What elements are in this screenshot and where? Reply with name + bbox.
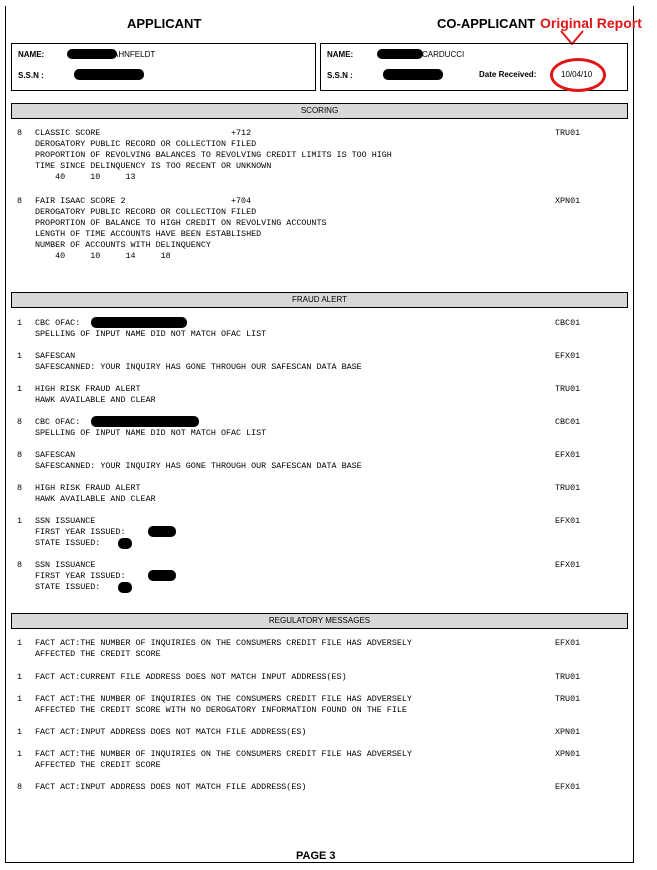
fraud-entry-number: 1: [17, 351, 23, 361]
coapplicant-heading: CO-APPLICANT: [437, 16, 536, 31]
fraud-entry-text: [35, 483, 156, 505]
fraud-entry-number: 1: [17, 516, 23, 526]
regulatory-entry-text: [35, 782, 306, 793]
coapplicant-ssn-label: S.S.N :: [327, 71, 353, 80]
regulatory-entry-text: [35, 694, 412, 716]
coapplicant-name-redaction: [377, 49, 423, 59]
regulatory-source-code: TRU01: [555, 672, 581, 682]
regulatory-source-code: XPN01: [555, 749, 581, 759]
regulatory-entry-number: 1: [17, 638, 23, 648]
regulatory-entry-number: 1: [17, 672, 23, 682]
scoring-entry-number: 8: [17, 196, 23, 206]
applicant-name-redaction: [67, 49, 117, 59]
applicant-ssn-redaction: [74, 69, 144, 80]
entry-line: CBC OFAC:: [35, 318, 81, 328]
entry-line: SAFESCAN: [35, 450, 76, 460]
entry-line: FACT ACT:CURRENT FILE ADDRESS DOES NOT MATCH INPUT ADDRESS(ES): [35, 672, 347, 682]
fraud-entry-number: 1: [17, 318, 23, 328]
applicant-name-value: AHNFELDT: [113, 50, 156, 59]
ssn-state-redaction-2: [118, 582, 132, 593]
entry-line: SAFESCANNED: YOUR INQUIRY HAS GONE THROUGH OUR SAFESCAN DATA BASE: [35, 461, 362, 471]
regulatory-entry-number: 1: [17, 694, 23, 704]
entry-line: HIGH RISK FRAUD ALERT: [35, 483, 141, 493]
regulatory-source-code: EFX01: [555, 782, 581, 792]
fraud-entry-number: 1: [17, 384, 23, 394]
fraud-entry-number: 8: [17, 560, 23, 570]
scoring-entry-text: [35, 128, 392, 183]
date-received-label: Date Received:: [479, 70, 537, 79]
entry-line: 40 10 14 18: [35, 251, 171, 261]
coapplicant-name-label: NAME:: [327, 50, 354, 59]
entry-line: SSN ISSUANCE: [35, 560, 96, 570]
entry-line: PROPORTION OF BALANCE TO HIGH CREDIT ON REVOLVING ACCOUNTS: [35, 218, 327, 228]
coapplicant-name-value: CARDUCCI: [422, 50, 465, 59]
entry-line: SAFESCAN: [35, 351, 76, 361]
scoring-entry-text: [35, 196, 327, 262]
ssn-year-redaction-1: [148, 526, 176, 537]
ssn-state-redaction-1: [118, 538, 132, 549]
fraud-entry-text: [35, 384, 156, 406]
section-fraud-alert: FRAUD ALERT: [11, 292, 628, 308]
ssn-year-redaction-2: [148, 570, 176, 581]
regulatory-source-code: XPN01: [555, 727, 581, 737]
entry-line: FACT ACT:INPUT ADDRESS DOES NOT MATCH FILE ADDRESS(ES): [35, 782, 307, 792]
regulatory-entry-text: [35, 672, 347, 683]
date-highlight-circle: [550, 58, 606, 92]
fraud-entry-text: [35, 351, 362, 373]
fraud-source-code: TRU01: [555, 384, 581, 394]
applicant-heading: APPLICANT: [127, 16, 202, 31]
entry-line: CLASSIC SCORE +712: [35, 128, 252, 138]
fraud-entry-number: 8: [17, 483, 23, 493]
section-scoring: SCORING: [11, 103, 628, 119]
entry-line: HIGH RISK FRAUD ALERT: [35, 384, 141, 394]
entry-line: SPELLING OF INPUT NAME DID NOT MATCH OFAC LIST: [35, 329, 267, 339]
original-report-annotation: Original Report: [540, 15, 642, 31]
regulatory-entry-text: [35, 749, 412, 771]
entry-line: 40 10 13: [35, 172, 136, 182]
applicant-box: [11, 43, 316, 91]
fraud-entry-text: [35, 450, 362, 472]
entry-line: CBC OFAC:: [35, 417, 81, 427]
entry-line: AFFECTED THE CREDIT SCORE WITH NO DEROGATORY INFORMATION FOUND ON THE FILE: [35, 705, 407, 715]
ofac-name-redaction-2: [91, 416, 199, 427]
entry-line: FACT ACT:INPUT ADDRESS DOES NOT MATCH FILE ADDRESS(ES): [35, 727, 307, 737]
ofac-name-redaction-1: [91, 317, 187, 328]
entry-line: STATE ISSUED:: [35, 538, 101, 548]
entry-line: HAWK AVAILABLE AND CLEAR: [35, 494, 156, 504]
entry-line: FAIR ISAAC SCORE 2 +704: [35, 196, 252, 206]
regulatory-source-code: TRU01: [555, 694, 581, 704]
fraud-entry-text: [35, 560, 125, 593]
regulatory-entry-text: [35, 638, 412, 660]
scoring-entry-number: 8: [17, 128, 23, 138]
entry-line: SSN ISSUANCE: [35, 516, 96, 526]
fraud-entry-number: 8: [17, 450, 23, 460]
fraud-source-code: EFX01: [555, 351, 581, 361]
entry-line: DEROGATORY PUBLIC RECORD OR COLLECTION FILED: [35, 139, 257, 149]
fraud-source-code: CBC01: [555, 318, 581, 328]
entry-line: LENGTH OF TIME ACCOUNTS HAVE BEEN ESTABLISHED: [35, 229, 262, 239]
entry-line: DEROGATORY PUBLIC RECORD OR COLLECTION FILED: [35, 207, 257, 217]
fraud-entry-text: [35, 516, 125, 549]
entry-line: SPELLING OF INPUT NAME DID NOT MATCH OFAC LIST: [35, 428, 267, 438]
entry-line: AFFECTED THE CREDIT SCORE: [35, 649, 161, 659]
date-received-value: 10/04/10: [561, 70, 593, 79]
regulatory-entry-number: 1: [17, 749, 23, 759]
fraud-entry-number: 8: [17, 417, 23, 427]
entry-line: FACT ACT:THE NUMBER OF INQUIRIES ON THE CONSUMERS CREDIT FILE HAS ADVERSELY: [35, 749, 412, 759]
scoring-source-code: XPN01: [555, 196, 581, 206]
entry-line: FIRST YEAR ISSUED:: [35, 571, 126, 581]
entry-line: STATE ISSUED:: [35, 582, 101, 592]
applicant-ssn-label: S.S.N :: [18, 71, 44, 80]
page-number: PAGE 3: [296, 850, 336, 862]
fraud-source-code: TRU01: [555, 483, 581, 493]
entry-line: PROPORTION OF REVOLVING BALANCES TO REVOLVING CREDIT LIMITS IS TOO HIGH: [35, 150, 392, 160]
scoring-source-code: TRU01: [555, 128, 581, 138]
entry-line: AFFECTED THE CREDIT SCORE: [35, 760, 161, 770]
fraud-source-code: EFX01: [555, 450, 581, 460]
regulatory-entry-number: 1: [17, 727, 23, 737]
entry-line: HAWK AVAILABLE AND CLEAR: [35, 395, 156, 405]
entry-line: FIRST YEAR ISSUED:: [35, 527, 126, 537]
applicant-name-label: NAME:: [18, 50, 45, 59]
coapplicant-ssn-redaction: [383, 69, 443, 80]
regulatory-entry-text: [35, 727, 306, 738]
entry-line: TIME SINCE DELINQUENCY IS TOO RECENT OR UNKNOWN: [35, 161, 272, 171]
fraud-source-code: EFX01: [555, 516, 581, 526]
entry-line: FACT ACT:THE NUMBER OF INQUIRIES ON THE CONSUMERS CREDIT FILE HAS ADVERSELY: [35, 694, 412, 704]
section-regulatory-messages: REGULATORY MESSAGES: [11, 613, 628, 629]
regulatory-entry-number: 8: [17, 782, 23, 792]
fraud-source-code: EFX01: [555, 560, 581, 570]
regulatory-source-code: EFX01: [555, 638, 581, 648]
entry-line: SAFESCANNED: YOUR INQUIRY HAS GONE THROUGH OUR SAFESCAN DATA BASE: [35, 362, 362, 372]
fraud-source-code: CBC01: [555, 417, 581, 427]
entry-line: NUMBER OF ACCOUNTS WITH DELINQUENCY: [35, 240, 211, 250]
entry-line: FACT ACT:THE NUMBER OF INQUIRIES ON THE CONSUMERS CREDIT FILE HAS ADVERSELY: [35, 638, 412, 648]
